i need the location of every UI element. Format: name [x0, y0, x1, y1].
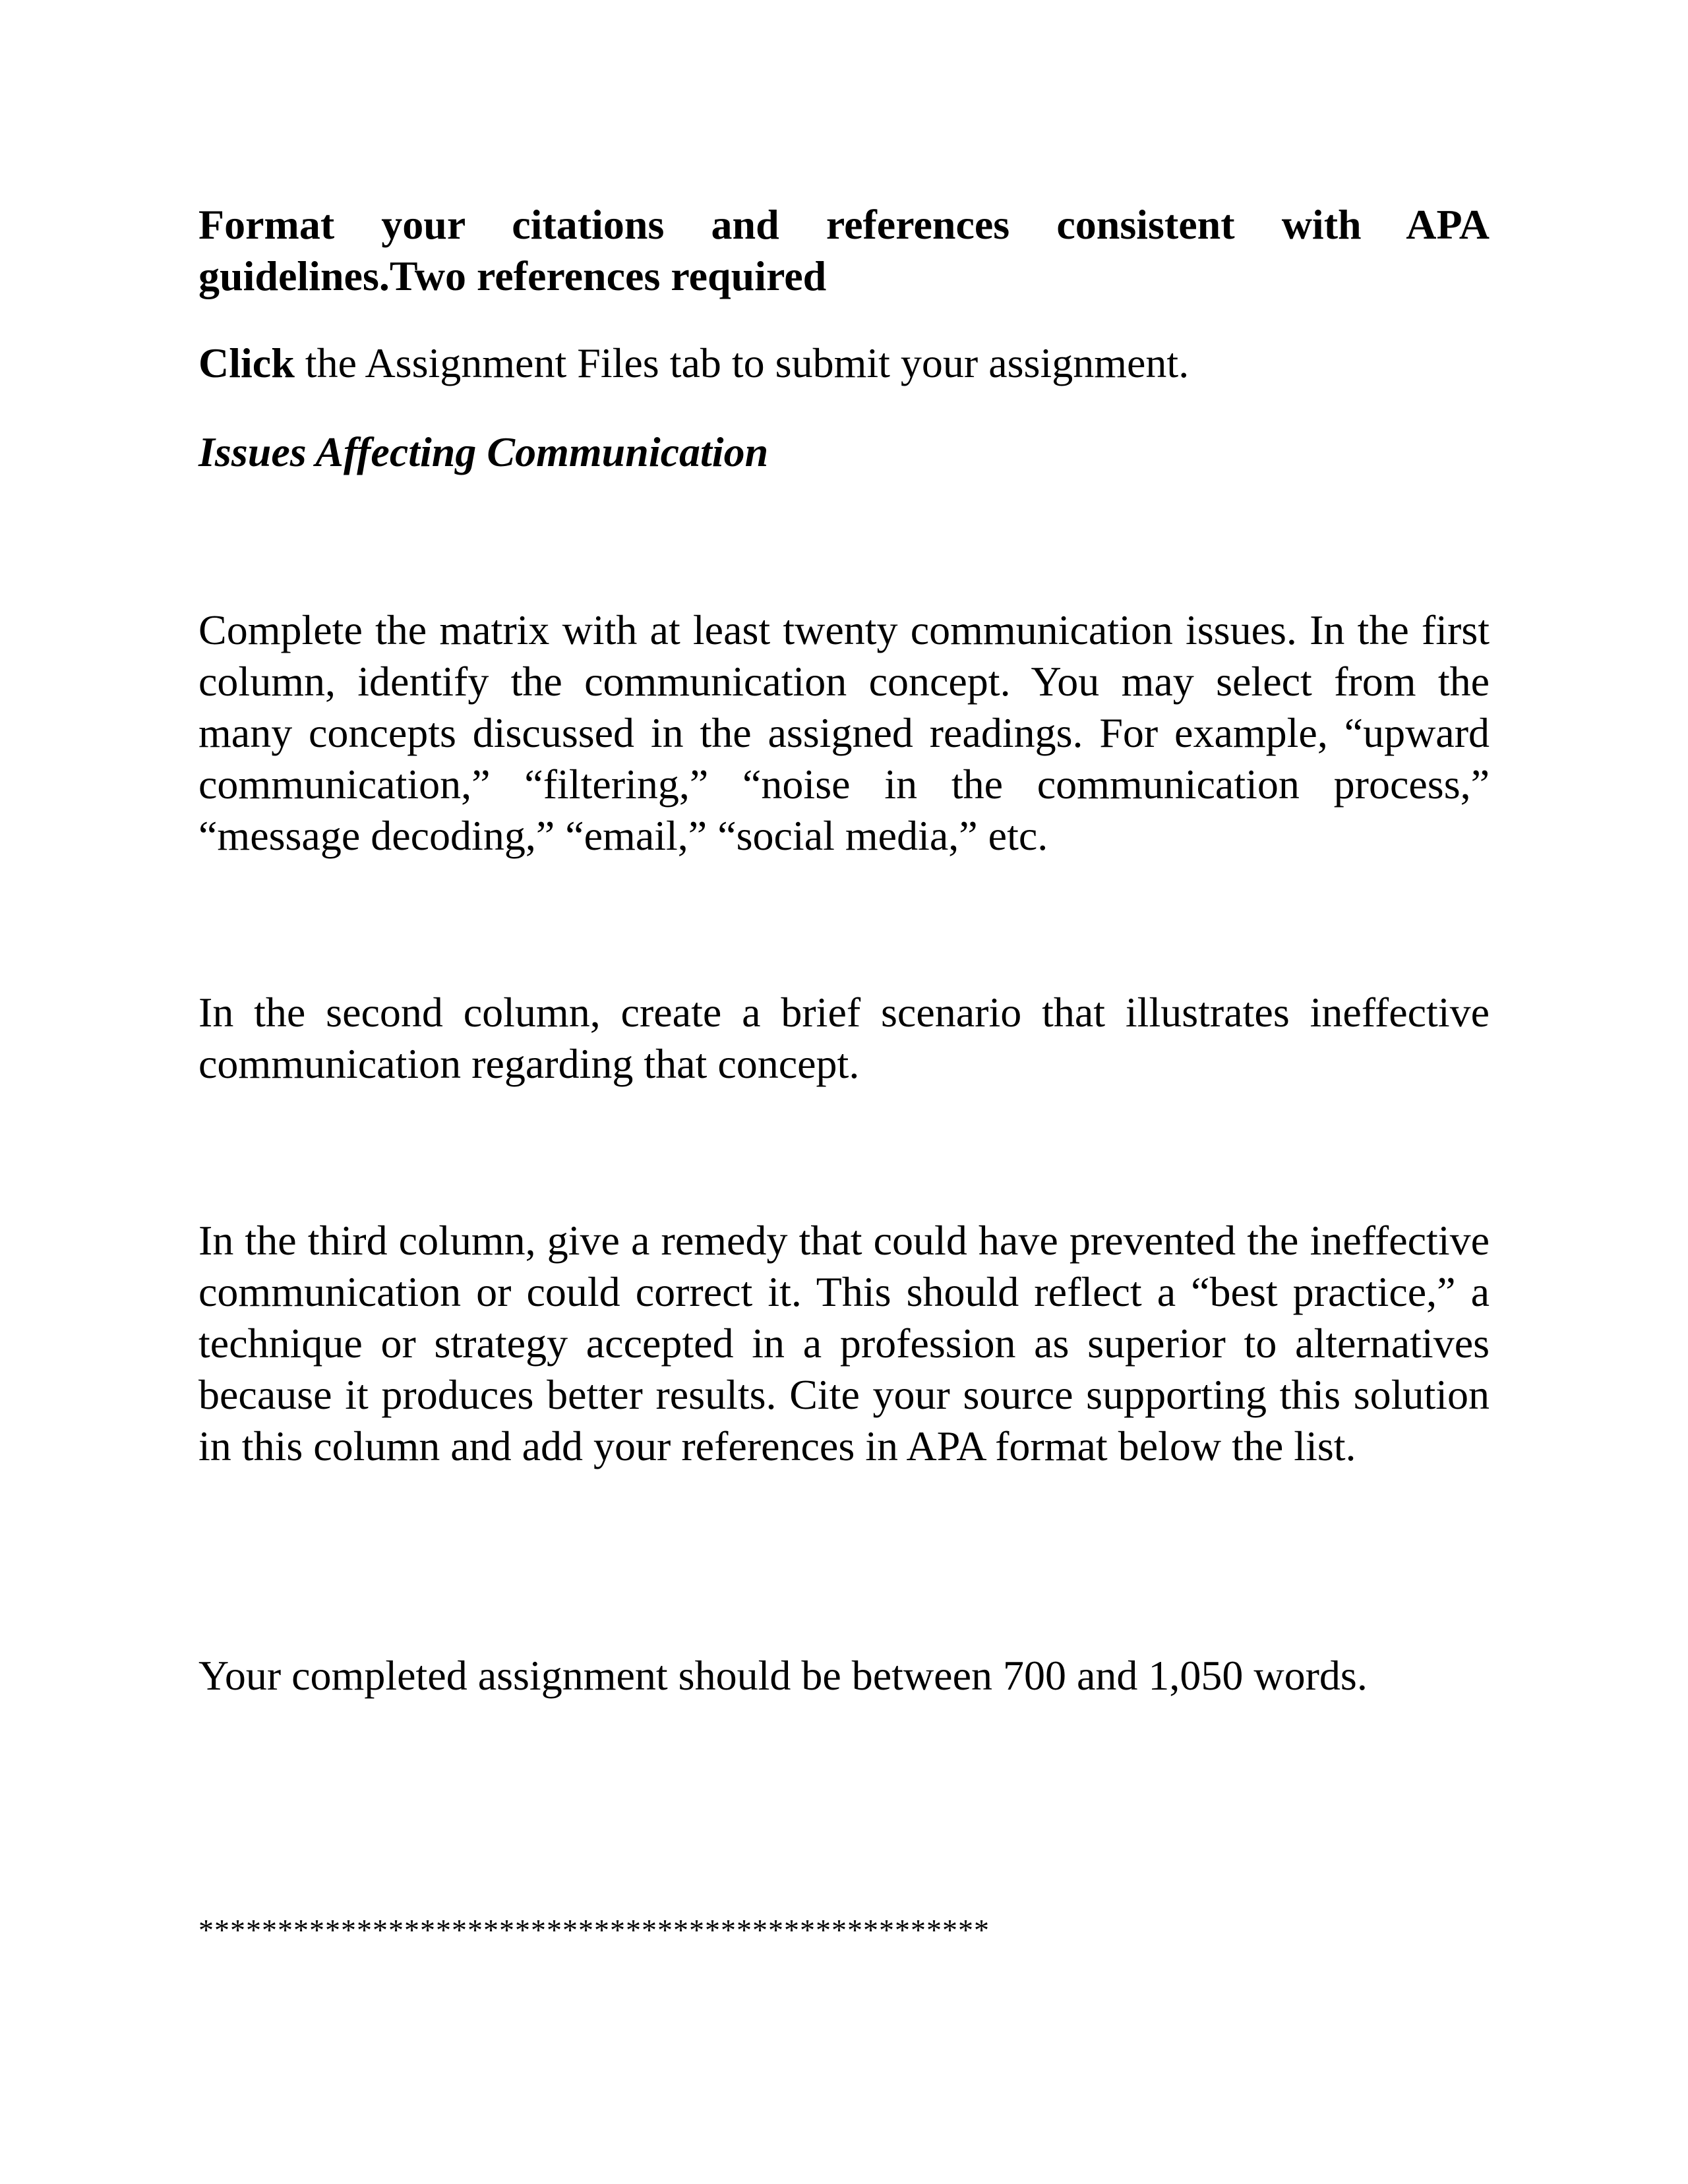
- paragraph-complete-matrix: Complete the matrix with at least twenty communication issues. In the first column, identify the communication concept. You may select from the many concepts discussed in the assigned readings. For example, “upward communication,” “filtering,” “noise in the communication process,” “message decoding,” “email,” “social media,” etc.: [198, 606, 1490, 859]
- section-title: Issues Affecting Communication: [198, 428, 769, 475]
- click-instruction: [198, 338, 1490, 389]
- click-word: Click: [198, 339, 295, 386]
- paragraph-word-count: Your completed assignment should be between 700 and 1,050 words.: [198, 1652, 1368, 1699]
- separator-asterisks: **************************************************: [198, 1913, 990, 1947]
- paragraph-second-column: In the second column, create a brief scenario that illustrates ineffective communication regarding that concept.: [198, 989, 1490, 1087]
- format-instruction: Format your citations and references consistent with APA guidelines.Two references required: [198, 201, 1490, 299]
- click-instruction-rest: the Assignment Files tab to submit your assignment.: [294, 339, 1190, 386]
- paragraph-third-column: In the third column, give a remedy that could have prevented the ineffective communication or could correct it. This should reflect a “best practice,” a technique or strategy accepted in a profession as superior to alternatives because it produces better results. Cite your source supporting this solution in this column and add your references in APA format below the list.: [198, 1217, 1490, 1469]
